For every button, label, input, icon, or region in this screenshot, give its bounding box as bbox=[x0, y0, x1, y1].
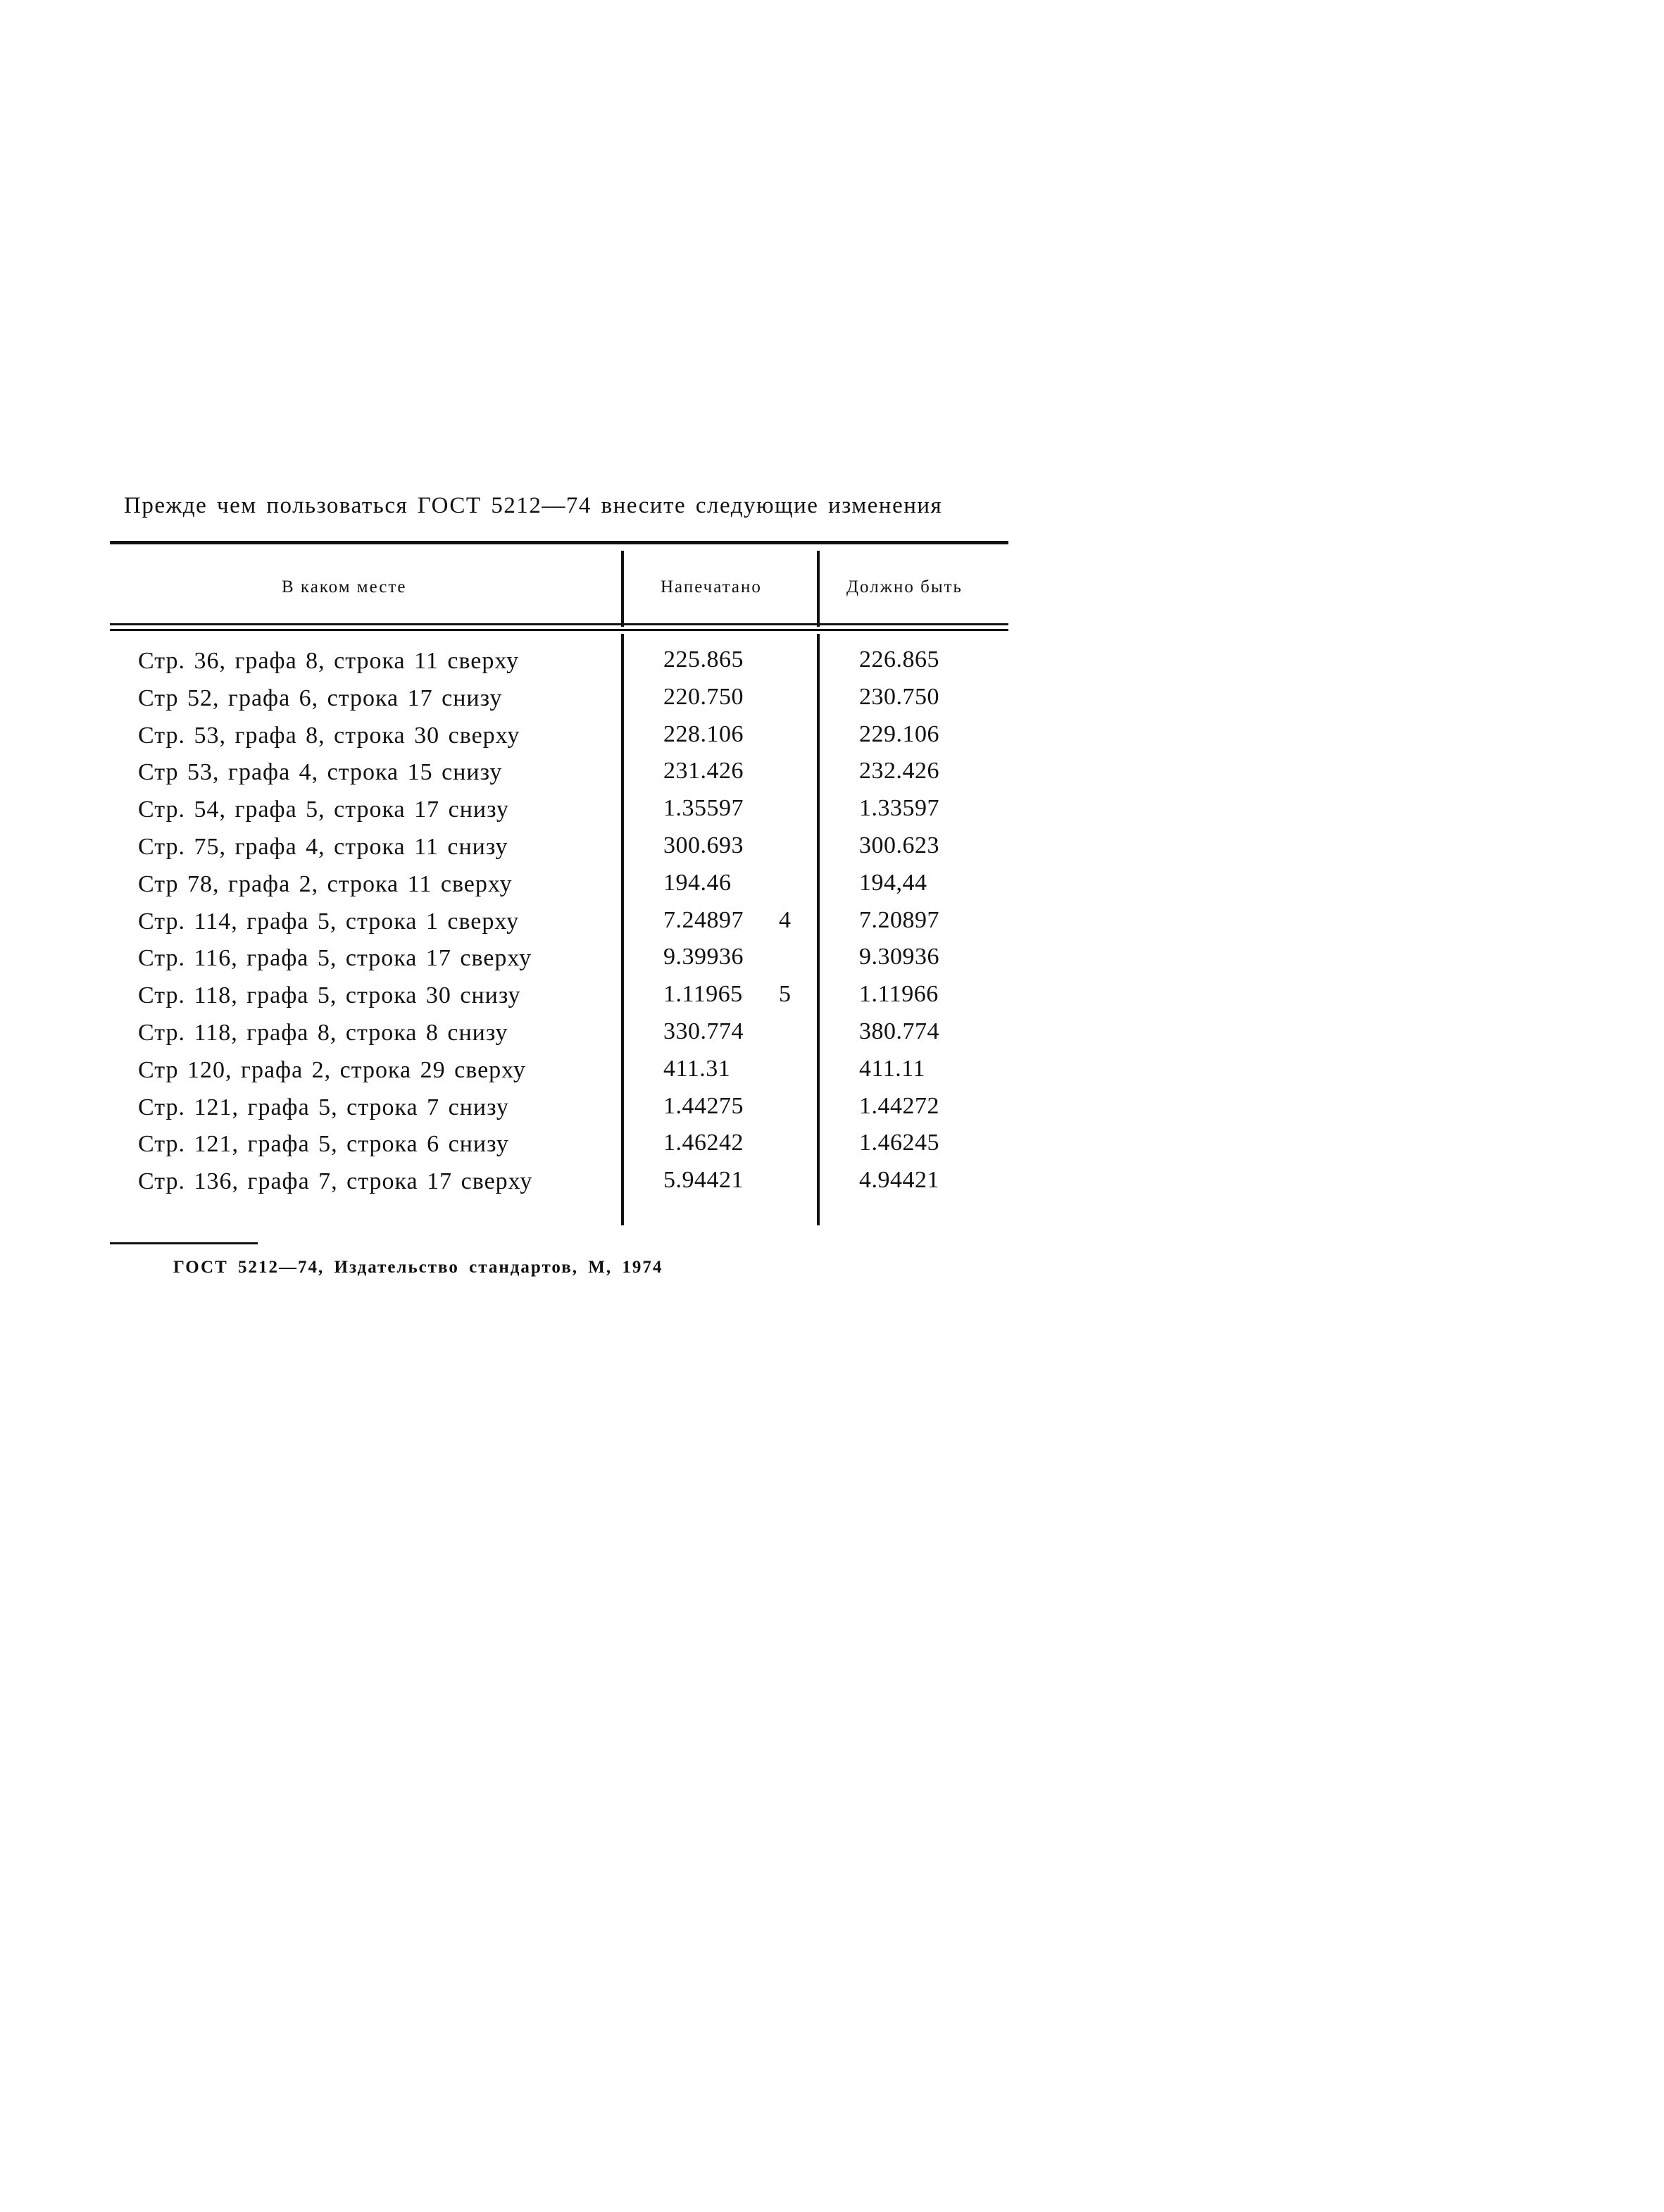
table-row bbox=[110, 685, 1008, 723]
cell-should-be: 380.774 bbox=[859, 1018, 939, 1044]
cell-printed: 194.46 bbox=[663, 869, 732, 896]
footnote-rule bbox=[110, 1242, 258, 1244]
cell-should-be: 1.11966 bbox=[859, 981, 939, 1008]
cell-mark: 5 bbox=[779, 981, 791, 1008]
cell-should-be: 1.46245 bbox=[859, 1130, 939, 1156]
cell-should-be: 411.11 bbox=[859, 1055, 925, 1082]
cell-place: Стр. 121, графа 5, строка 6 снизу bbox=[138, 1131, 509, 1158]
header-printed: Напечатано bbox=[661, 577, 762, 596]
cell-printed: 411.31 bbox=[663, 1055, 731, 1082]
table-row bbox=[110, 796, 1008, 834]
cell-place: Стр. 53, графа 8, строка 30 сверху bbox=[138, 722, 520, 749]
cell-place: Стр 52, графа 6, строка 17 снизу bbox=[138, 685, 503, 711]
table-row bbox=[110, 871, 1008, 908]
cell-should-be: 4.94421 bbox=[859, 1167, 939, 1194]
corrections-table bbox=[110, 648, 1008, 1206]
header-bottom-rule bbox=[110, 623, 1008, 625]
cell-printed: 220.750 bbox=[663, 683, 744, 710]
header-bottom-rule bbox=[110, 629, 1008, 631]
cell-place: Стр 120, графа 2, строка 29 сверху bbox=[138, 1056, 526, 1083]
cell-place: Стр. 118, графа 5, строка 30 снизу bbox=[138, 982, 521, 1009]
cell-printed: 9.39936 bbox=[663, 944, 744, 970]
column-divider bbox=[817, 551, 820, 627]
header-place: В каком месте bbox=[282, 577, 407, 596]
cell-should-be: 194,44 bbox=[859, 869, 927, 896]
cell-printed: 225.865 bbox=[663, 646, 744, 673]
table-row bbox=[110, 982, 1008, 1020]
cell-place: Стр. 36, графа 8, строка 11 сверху bbox=[138, 648, 520, 674]
cell-printed: 330.774 bbox=[663, 1018, 744, 1044]
cell-should-be: 226.865 bbox=[859, 646, 939, 673]
cell-printed: 231.426 bbox=[663, 758, 744, 785]
footer-imprint: ГОСТ 5212—74, Издательство стандартов, М, 1974 bbox=[173, 1258, 663, 1277]
cell-printed: 5.94421 bbox=[663, 1167, 744, 1194]
cell-place: Стр 53, графа 4, строка 15 снизу bbox=[138, 759, 503, 786]
cell-printed: 1.44275 bbox=[663, 1092, 744, 1119]
page-title: Прежде чем пользоваться ГОСТ 5212—74 внесите следующие изменения bbox=[124, 493, 943, 518]
cell-printed: 7.24897 bbox=[663, 906, 744, 933]
cell-should-be: 300.623 bbox=[859, 832, 939, 858]
table-row bbox=[110, 945, 1008, 982]
cell-printed: 300.693 bbox=[663, 832, 744, 858]
cell-should-be: 1.44272 bbox=[859, 1092, 939, 1119]
cell-should-be: 9.30936 bbox=[859, 944, 939, 970]
cell-place: Стр. 136, графа 7, строка 17 сверху bbox=[138, 1168, 533, 1195]
cell-place: Стр 78, графа 2, строка 11 сверху bbox=[138, 870, 513, 897]
table-row bbox=[110, 1094, 1008, 1132]
table-row bbox=[110, 720, 1008, 760]
cell-printed: 1.46242 bbox=[663, 1130, 744, 1156]
cell-printed: 228.106 bbox=[663, 720, 744, 747]
table-row bbox=[110, 648, 1008, 685]
table-row bbox=[110, 1168, 1008, 1206]
table-row bbox=[110, 834, 1008, 871]
cell-should-be: 229.106 bbox=[859, 720, 939, 747]
cell-printed: 1.35597 bbox=[663, 795, 744, 822]
table-row bbox=[110, 908, 1008, 946]
cell-should-be: 1.33597 bbox=[859, 795, 939, 822]
cell-should-be: 7.20897 bbox=[859, 906, 939, 933]
header-should-be: Должно быть bbox=[846, 577, 963, 596]
cell-place: Стр. 114, графа 5, строка 1 сверху bbox=[138, 908, 520, 935]
table-row bbox=[110, 1057, 1008, 1094]
cell-mark: 4 bbox=[779, 906, 791, 933]
table-row bbox=[110, 759, 1008, 796]
column-divider bbox=[621, 551, 624, 627]
cell-printed: 1.11965 bbox=[663, 981, 743, 1008]
cell-place: Стр. 118, графа 8, строка 8 снизу bbox=[138, 1019, 508, 1046]
cell-should-be: 232.426 bbox=[859, 758, 939, 785]
table-row bbox=[110, 1020, 1008, 1057]
table-top-rule bbox=[110, 541, 1008, 544]
cell-place: Стр. 121, графа 5, строка 7 снизу bbox=[138, 1094, 509, 1120]
cell-place: Стр. 54, графа 5, строка 17 снизу bbox=[138, 796, 509, 823]
cell-place: Стр. 116, графа 5, строка 17 сверху bbox=[138, 945, 532, 972]
cell-place: Стр. 75, графа 4, строка 11 снизу bbox=[138, 833, 508, 860]
table-row bbox=[110, 1131, 1008, 1168]
cell-should-be: 230.750 bbox=[859, 683, 939, 710]
